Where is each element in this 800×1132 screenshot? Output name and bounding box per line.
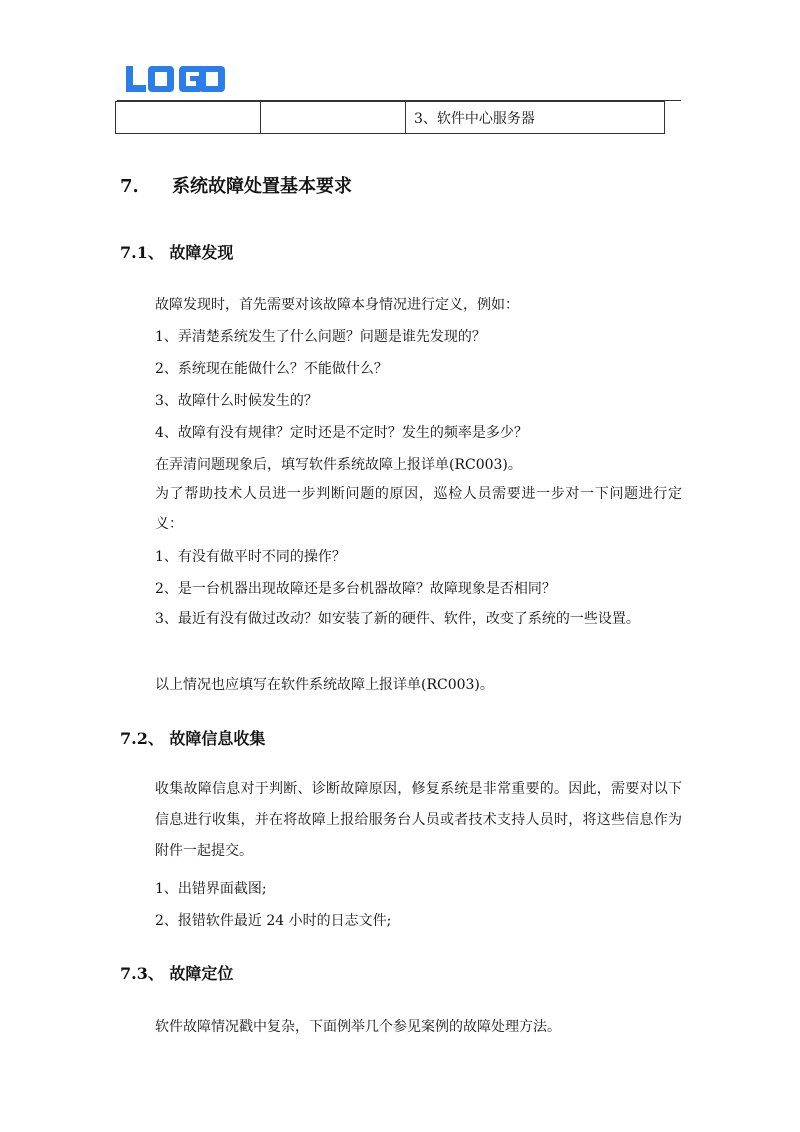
paragraph: 在弄清问题现象后，填写软件系统故障上报详单(RC003)。 [155, 457, 522, 473]
logo [124, 60, 228, 100]
list-item: 2、系统现在能做什么？不能做什么？ [155, 361, 388, 377]
heading-7-2: 7.2、 故障信息收集 [120, 729, 266, 748]
list-item: 3、故障什么时候发生的？ [155, 393, 318, 409]
paragraph: 收集故障信息对于判断、诊断故障原因，修复系统是非常重要的。因此，需要对以下信息进行收集，并在将故障上报给服务台人员或者技术支持人员时，将这些信息作为附件一起提交。 [155, 781, 682, 859]
list-item: 3、最近有没有做过改动？如安装了新的硬件、软件，改变了系统的一些设置。 [155, 611, 640, 627]
paragraph: 软件故障情况戳中复杂，下面例举几个参见案例的故障处理方法。 [155, 1019, 561, 1035]
heading-7-3: 7.3、 故障定位 [120, 964, 234, 983]
list-item: 2、是一台机器出现故障还是多台机器故障？故障现象是否相同？ [155, 581, 556, 597]
paragraph: 为了帮助技术人员进一步判断问题的原因，巡检人员需要进一步对一下问题进行定义： [155, 486, 682, 532]
list-item: 4、故障有没有规律？定时还是不定时？发生的频率是多少？ [155, 425, 528, 441]
section-title: 系统故障处置基本要求 [172, 176, 352, 197]
table-cell: 3、软件中心服务器 [406, 102, 665, 134]
list-item: 1、弄清楚系统发生了什么问题？问题是谁先发现的？ [155, 329, 486, 345]
section-number: 7. [120, 176, 139, 197]
table-row [116, 102, 665, 134]
list-item: 1、出错界面截图; [155, 881, 267, 897]
table-cell [261, 102, 406, 134]
list-item: 2、报错软件最近 24 小时的日志文件; [155, 913, 392, 929]
paragraph: 以上情况也应填写在软件系统故障上报详单(RC003)。 [155, 677, 494, 693]
list-item: 1、有没有做平时不同的操作？ [155, 549, 346, 565]
heading-7-1: 7.1、 故障发现 [120, 243, 234, 262]
section-7-heading [120, 172, 352, 198]
table-cell [116, 102, 261, 134]
paragraph: 故障发现时，首先需要对该故障本身情况进行定义，例如： [155, 297, 519, 313]
header-table [115, 101, 665, 134]
